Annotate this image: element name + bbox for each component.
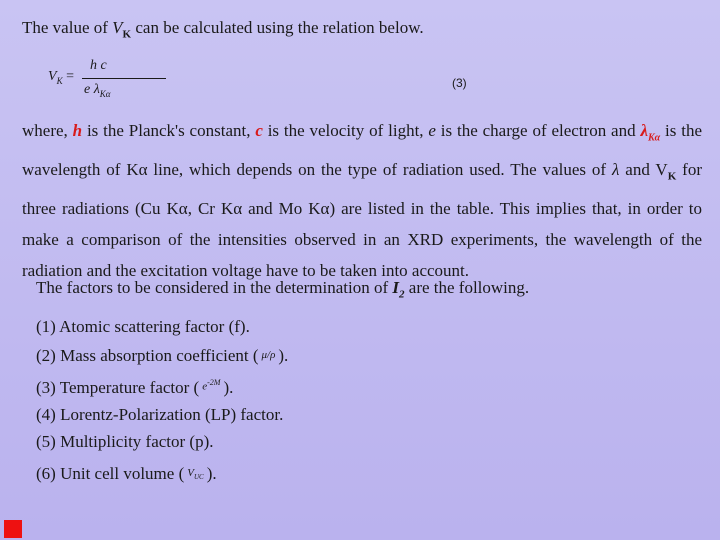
equation-number: (3): [452, 76, 467, 90]
lambda-k-alpha-symbol: $\lambda_{K\alpha}$: [640, 121, 661, 144]
light-velocity-symbol: c: [255, 121, 263, 140]
formula-lhs: $V_K$ =: [48, 69, 74, 86]
factor-item-5: (5) Multiplicity factor (p).: [36, 432, 214, 451]
corner-square: [4, 520, 22, 538]
factor-item-1: (1) Atomic scattering factor (f).: [36, 317, 250, 336]
unit-cell-volume-symbol: $V_{UC}$: [187, 467, 204, 482]
electron-charge-symbol: e: [428, 121, 436, 140]
mu-over-rho-symbol: μ/ρ: [261, 349, 276, 361]
fraction-bar: [82, 78, 166, 79]
factor-item-6: (6) Unit cell volume ( $V_{UC}$ ).: [36, 464, 217, 483]
intro-suffix: can be calculated using the relation below.: [131, 18, 424, 37]
planck-symbol: h: [72, 121, 83, 140]
explanation-paragraph: where, h is the Planck's constant, c is the velocity of light, e is the charge of electron and $\lambda_{K\alpha}$ is the wavelength of Kα line, which depends on the type of radiation used. The values of λ and $V_K$ for three radiations (Cu Kα, Cr Kα and Mo Kα) are listed in the table. This implies that, in order to make a comparison of the intensities observed in an XRD experiments, the wavelength of the radiation and the excitation voltage have to be taken into account.: [22, 121, 703, 281]
factors-intro: The factors to be considered in the determination of $I_2$ are the following.: [36, 278, 530, 301]
lambda-symbol: λ: [612, 159, 620, 179]
temperature-exp-symbol: $e^{-2M}$: [202, 378, 221, 393]
i2-variable: $I_2$: [392, 278, 405, 301]
intro-sentence: [22, 18, 424, 40]
vk-variable: $V_K$: [112, 18, 132, 41]
intro-prefix: The value of: [22, 18, 113, 37]
factor-item-2: (2) Mass absorption coefficient ( μ/ρ ).: [36, 346, 289, 365]
formula-numerator: h c: [90, 58, 107, 73]
vk-formula: [48, 58, 128, 104]
factor-item-4: (4) Lorentz-Polarization (LP) factor.: [36, 405, 284, 424]
formula-denominator: e $\lambda_{K\alpha}$: [84, 82, 111, 99]
factor-item-3: (3) Temperature factor ( $e^{-2M}$ ).: [36, 378, 234, 397]
